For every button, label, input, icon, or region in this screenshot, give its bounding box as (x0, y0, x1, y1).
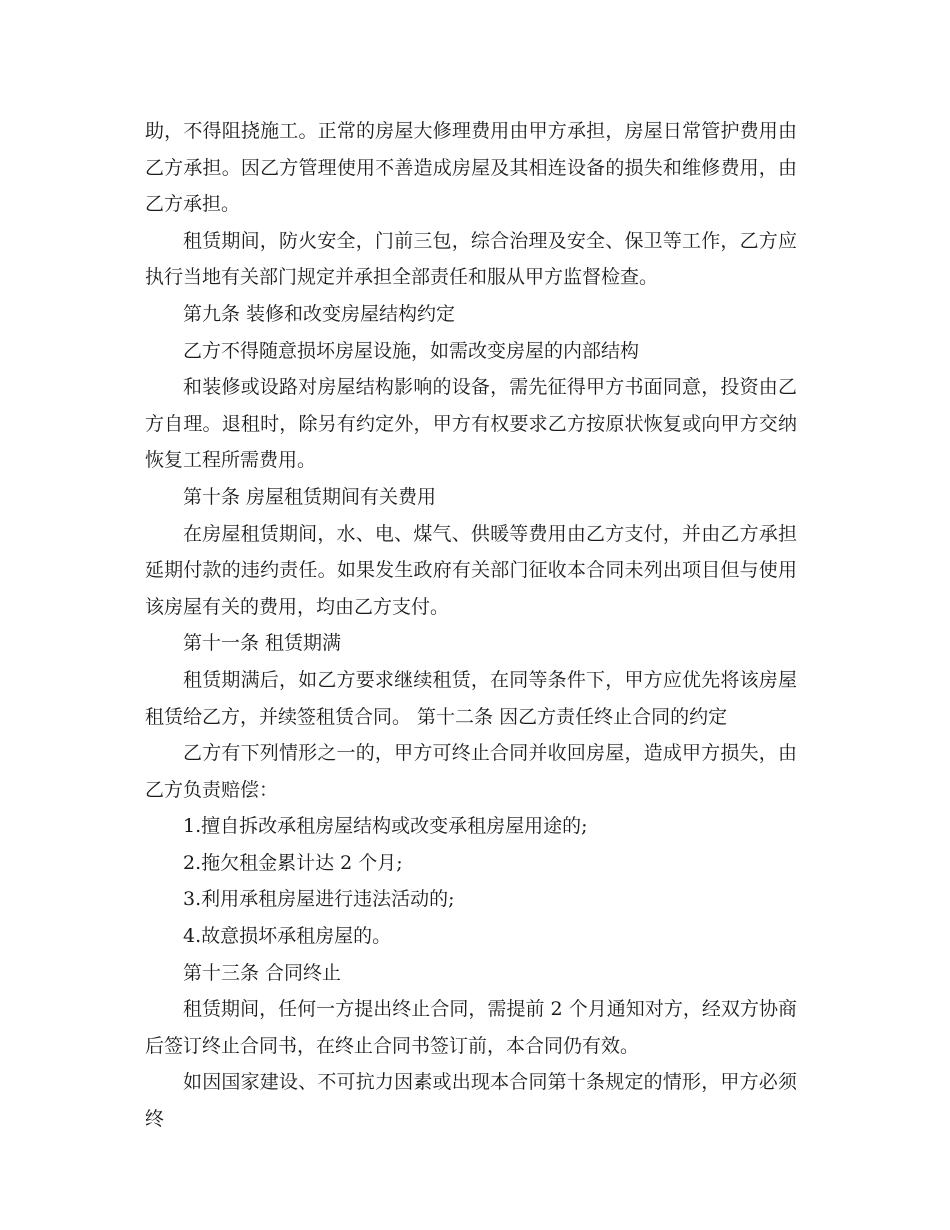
list-item: 3.利用承租房屋进行违法活动的; (183, 888, 455, 911)
section-heading: 第十一条 租赁期满 (183, 632, 342, 655)
paragraph: 租赁期间，防火安全，门前三包，综合治理及安全、保卫等工作，乙方应执行当地有关部门规定并承担全部责任和服从甲方监督检查。 (145, 229, 797, 289)
paragraph: 助，不得阻挠施工。正常的房屋大修理费用由甲方承担，房屋日常管护费用由乙方承担。因乙方管理使用不善造成房屋及其相连设备的损失和维修费用，由乙方承担。 (145, 120, 797, 216)
paragraph: 租赁期满后，如乙方要求继续租赁，在同等条件下，甲方应优先将该房屋租赁给乙方，并续签租赁合同。 第十二条 因乙方责任终止合同的约定 (145, 668, 797, 728)
paragraph: 在房屋租赁期间，水、电、煤气、供暖等费用由乙方支付，并由乙方承担延期付款的违约责任。如果发生政府有关部门征收本合同未列出项目但与使用该房屋有关的费用，均由乙方支付。 (145, 522, 797, 618)
list-item: 4.故意损坏承租房屋的。 (183, 925, 392, 948)
list-item: 2.拖欠租金累计达 2 个月; (183, 851, 403, 874)
paragraph: 租赁期间，任何一方提出终止合同，需提前 2 个月通知对方，经双方协商后签订终止合同书，在终止合同书签订前，本合同仍有效。 (145, 998, 797, 1057)
paragraph: 乙方不得随意损坏房屋设施，如需改变房屋的内部结构 (183, 339, 640, 362)
paragraph: 乙方有下列情形之一的，甲方可终止合同并收回房屋，造成甲方损失，由乙方负责赔偿： (145, 742, 797, 801)
list-item: 1.擅自拆改承租房屋结构或改变承租房屋用途的; (183, 815, 588, 838)
section-heading: 第九条 装修和改变房屋结构约定 (183, 302, 456, 325)
section-heading: 第十三条 合同终止 (183, 961, 342, 984)
paragraph: 如因国家建设、不可抗力因素或出现本合同第十条规定的情形，甲方必须终 (145, 1071, 797, 1131)
paragraph: 和装修或设路对房屋结构影响的设备，需先征得甲方书面同意，投资由乙方自理。退租时，除另有约定外，甲方有权要求乙方按原状恢复或向甲方交纳恢复工程所需费用。 (145, 376, 797, 472)
document-body (145, 113, 797, 1138)
section-heading: 第十条 房屋租赁期间有关费用 (183, 485, 437, 508)
